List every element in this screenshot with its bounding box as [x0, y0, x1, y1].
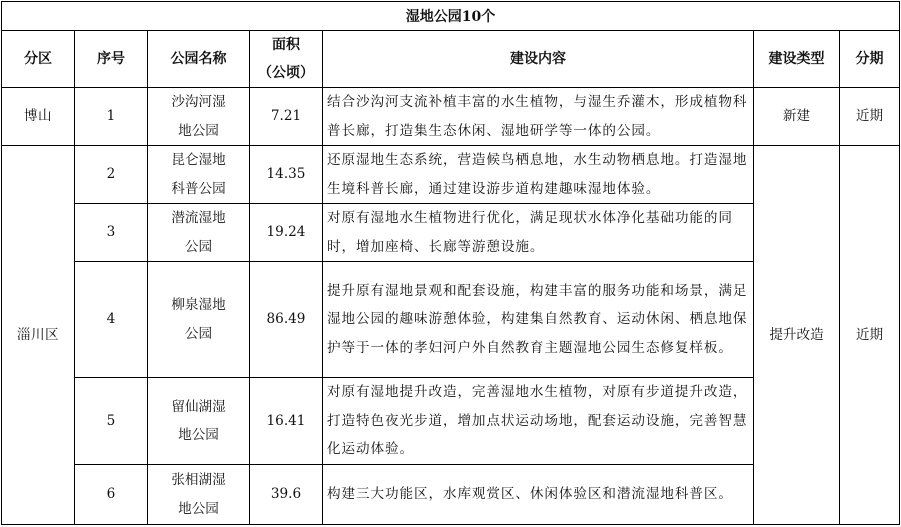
park-name-line1: 留仙湖湿 [171, 398, 226, 415]
content-cell: 结合沙沟河支流补植丰富的水生植物，与湿生乔灌木，形成植物科普长廊，打造集生态休闲、湿地研学等一体的公园。 [323, 88, 754, 146]
park-name-line2: 公园 [184, 238, 213, 255]
park-name-line1: 张相湖湿 [171, 472, 226, 488]
header-type: 建设类型 [754, 31, 840, 88]
header-area-line2: （公顷） [258, 65, 314, 81]
table-row [2, 146, 900, 204]
header-area [250, 31, 323, 88]
type-cell: 提升改造 [754, 146, 840, 525]
content-cell: 提升原有湿地景观和配套设施，构建丰富的服务功能和场景，满足湿地公园的趣味游憩体验，构建集自然教育、运动休闲、栖息地保护等于一体的孝妇河户外自然教育主题湿地公园生态修复样板。 [323, 262, 754, 378]
area-cell: 19.24 [250, 204, 323, 262]
park-name-line2: 地公园 [178, 427, 219, 443]
header-row [2, 31, 900, 88]
phase-cell: 近期 [840, 88, 900, 146]
park-name-line1: 沙沟河湿 [171, 94, 226, 110]
wetland-parks-table [1, 1, 900, 525]
header-area-line1: 面积 [272, 37, 300, 53]
header-content: 建设内容 [323, 31, 754, 88]
table-title: 湿地公园10个 [2, 2, 900, 31]
district-cell: 淄川区 [2, 146, 75, 525]
park-name-line2: 地公园 [178, 122, 219, 139]
seq-cell: 3 [75, 204, 148, 262]
park-name-line1: 柳泉湿地 [171, 297, 226, 313]
district-cell: 博山 [2, 88, 75, 146]
park-name-line1: 昆仑湿地 [171, 152, 226, 168]
content-cell: 对原有湿地水生植物进行优化，满足现状水体净化基础功能的同时，增加座椅、长廊等游憩设施。 [323, 204, 754, 262]
area-cell: 14.35 [250, 146, 323, 204]
header-district: 分区 [2, 31, 75, 88]
seq-cell: 4 [75, 262, 148, 378]
seq-cell: 5 [75, 378, 148, 465]
header-phase: 分期 [840, 31, 900, 88]
area-cell: 16.41 [250, 378, 323, 465]
park-name-cell [148, 465, 250, 525]
area-cell: 86.49 [250, 262, 323, 378]
table-row [2, 88, 900, 146]
area-cell: 39.6 [250, 465, 323, 525]
park-name-cell [148, 378, 250, 465]
content-cell: 还原湿地生态系统，营造候鸟栖息地，水生动物栖息地。打造湿地生境科普长廊，通过建设游步道构建趣味湿地体验。 [323, 146, 754, 204]
area-cell: 7.21 [250, 88, 323, 146]
seq-cell: 6 [75, 465, 148, 525]
park-name-cell [148, 146, 250, 204]
park-name-line2: 科普公园 [171, 180, 226, 197]
park-name-cell [148, 204, 250, 262]
park-name-line1: 潜流湿地 [171, 210, 226, 226]
seq-cell: 1 [75, 88, 148, 146]
park-name-cell [148, 88, 250, 146]
phase-cell: 近期 [840, 146, 900, 525]
park-name-line2: 公园 [184, 325, 213, 342]
seq-cell: 2 [75, 146, 148, 204]
type-cell: 新建 [754, 88, 840, 146]
park-name-cell [148, 262, 250, 378]
header-name: 公园名称 [148, 31, 250, 88]
content-cell: 构建三大功能区，水库观赏区、休闲体验区和潜流湿地科普区。 [323, 465, 754, 525]
park-name-line2: 地公园 [178, 500, 219, 517]
content-cell: 对原有湿地提升改造，完善湿地水生植物，对原有步道提升改造，打造特色夜光步道，增加点状运动场地，配套运动设施，完善智慧化运动体验。 [323, 378, 754, 465]
header-seq: 序号 [75, 31, 148, 88]
